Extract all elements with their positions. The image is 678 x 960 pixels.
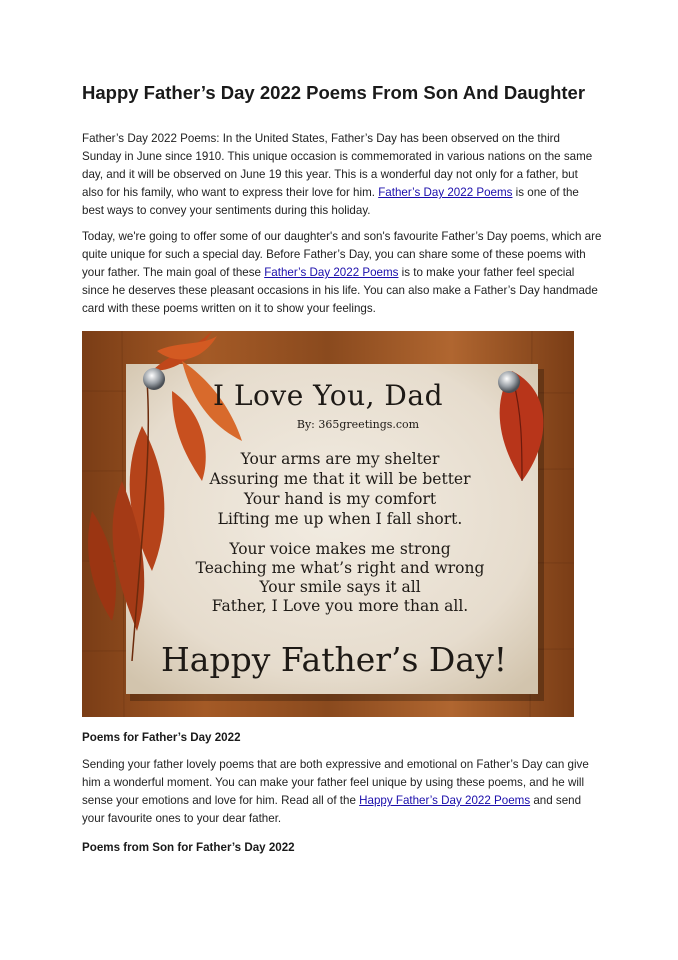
poem-line: Father, I Love you more than all. [211,597,469,615]
poem-line: Your arms are my shelter [240,450,440,468]
section1-text: Sending your father lovely poems that are both expressive and emotional on Father’s Day can give him a wonderful moment. You can make your father feel unique by using these poems, and he will sense your emotions and love for him. Read all of the [82,758,589,807]
poem-line: Your smile says it all [259,578,421,596]
fathers-day-poems-link[interactable]: Father’s Day 2022 Poems [378,186,513,199]
card-heading: I Love You, Dad [212,379,443,412]
section-heading-son-poems: Poems from Son for Father’s Day 2022 [82,841,295,854]
intro-text: Father’s Day 2022 Poems: In the United States, Father’s Day has been observed on the third Sunday in June since 1910. This unique occasion is commemorated in various nations on the same day, and it will be observed on June 19 this year. This is a wonderful day not only for a father, but also for his family, who want to express their love for him. [82,132,593,199]
card-footer-greeting: Happy Father’s Day! [161,640,507,679]
intro-text: is to make your father feel special since he deserves these pleasant occasions in his life. You can also make a Father’s Day handmade card with these poems written on it to show your feelings. [82,266,598,315]
card-byline: By: 365greetings.com [296,418,420,431]
intro-text: Today, we're going to offer some of our daughter's and son's favourite Father’s Day poems, which are quite unique for such a special day. Before Father’s Day, you can share some of these poems with your father. The main goal of these [82,230,602,279]
poem-line: Your voice makes me strong [229,540,451,558]
section1-paragraph [82,756,602,828]
section-heading-poems: Poems for Father’s Day 2022 [82,731,241,744]
intro-paragraph-2 [82,228,602,318]
poem-card-image [82,331,574,717]
fathers-day-poems-link-2[interactable]: Father’s Day 2022 Poems [264,266,399,279]
poem-line: Your hand is my comfort [243,490,437,508]
intro-paragraph-1 [82,130,602,220]
intro-text: is one of the best ways to convey your sentiments during this holiday. [82,186,579,217]
happy-fathers-day-poems-link[interactable]: Happy Father’s Day 2022 Poems [359,794,531,807]
poem-stanza-1 [94,449,574,529]
section1-text: and send your favourite ones to your dear father. [82,794,582,825]
page-title: Happy Father’s Day 2022 Poems From Son And Daughter [82,82,586,103]
poem-stanza-2 [94,540,574,616]
poem-line: Assuring me that it will be better [209,470,471,488]
poem-line: Lifting me up when I fall short. [217,510,463,528]
poem-line: Teaching me what’s right and wrong [195,559,485,577]
